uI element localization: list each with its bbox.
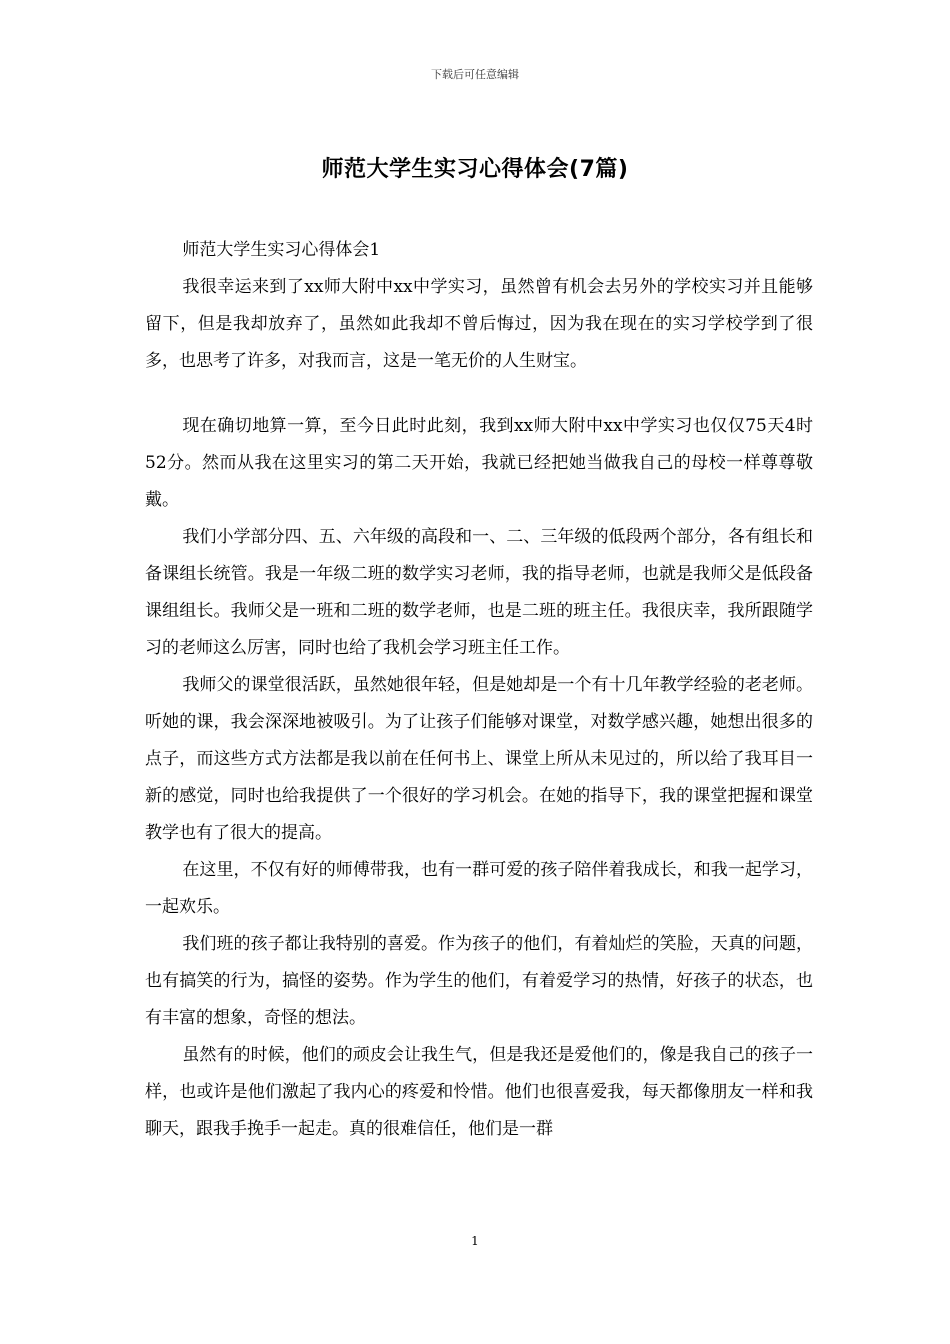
- page-header-note: 下载后可任意编辑: [431, 68, 519, 81]
- document-body: [145, 232, 813, 1148]
- document-title: 师范大学生实习心得体会(7篇): [321, 157, 629, 182]
- paragraph: 在这里，不仅有好的师傅带我，也有一群可爱的孩子陪伴着我成长，和我一起学习，一起欢乐。: [145, 860, 813, 917]
- paragraph: 我很幸运来到了xx师大附中xx中学实习，虽然曾有机会去另外的学校实习并且能够留下，但是我却放弃了，虽然如此我却不曾后悔过，因为我在现在的实习学校学到了很多，也思考了许多，对我而言，这是一笔无价的人生财宝。: [145, 277, 813, 371]
- paragraph: 我师父的课堂很活跃，虽然她很年轻，但是她却是一个有十几年教学经验的老老师。听她的课，我会深深地被吸引。为了让孩子们能够对课堂，对数学感兴趣，她想出很多的点子，而这些方式方法都是我以前在任何书上、课堂上所从未见过的，所以给了我耳目一新的感觉，同时也给我提供了一个很好的学习机会。在她的指导下，我的课堂把握和课堂教学也有了很大的提高。: [145, 675, 813, 843]
- page-number: 1: [471, 1234, 479, 1248]
- paragraph: 我们班的孩子都让我特别的喜爱。作为孩子的他们，有着灿烂的笑脸，天真的问题，也有搞笑的行为，搞怪的姿势。作为学生的他们，有着爱学习的热情，好孩子的状态，也有丰富的想象，奇怪的想法。: [145, 934, 813, 1028]
- section-heading: 师范大学生实习心得体会1: [182, 240, 381, 260]
- paragraph: 我们小学部分四、五、六年级的高段和一、二、三年级的低段两个部分，各有组长和备课组长统管。我是一年级二班的数学实习老师，我的指导老师，也就是我师父是低段备课组组长。我师父是一班和二班的数学老师，也是二班的班主任。我很庆幸，我所跟随学习的老师这么厉害，同时也给了我机会学习班主任工作。: [145, 527, 813, 658]
- paragraph: 现在确切地算一算，至今日此时此刻，我到xx师大附中xx中学实习也仅仅75天4时52分。然而从我在这里实习的第二天开始，我就已经把她当做我自己的母校一样尊尊敬戴。: [145, 416, 813, 510]
- paragraph: 虽然有的时候，他们的顽皮会让我生气，但是我还是爱他们的，像是我自己的孩子一样，也或许是他们激起了我内心的疼爱和怜惜。他们也很喜爱我，每天都像朋友一样和我聊天，跟我手挽手一起走。真的很难信任，他们是一群: [145, 1045, 813, 1139]
